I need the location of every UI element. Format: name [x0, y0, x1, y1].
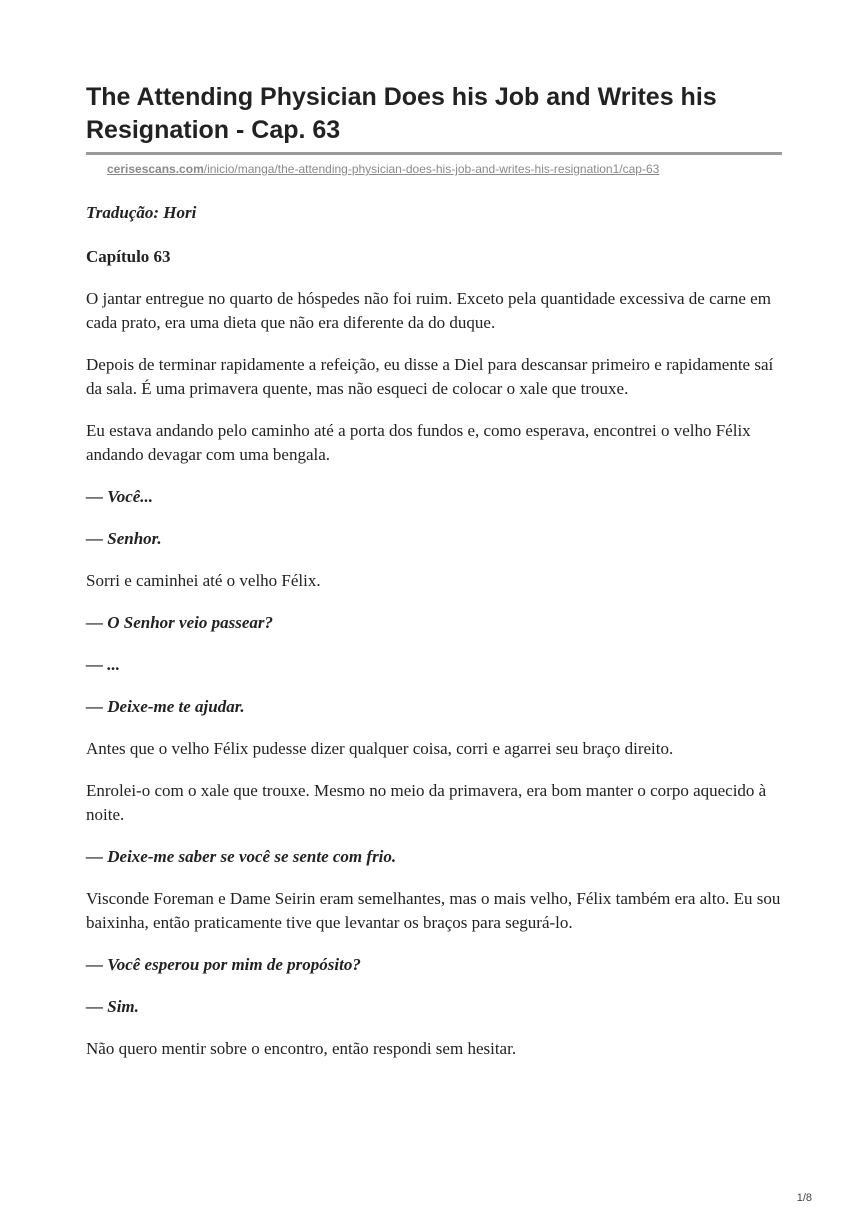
page-number: 1/8 [796, 1192, 812, 1204]
paragraph: Eu estava andando pelo caminho até a porta dos fundos e, como esperava, encontrei o velho Félix andando devagar com uma bengala. [86, 421, 751, 464]
source-domain[interactable]: cerisescans.com [107, 162, 204, 176]
paragraph: Sorri e caminhei até o velho Félix. [86, 571, 321, 590]
dialogue-line: — O Senhor veio passear? [86, 613, 274, 632]
article-body [86, 201, 782, 1079]
chapter-heading: Capítulo 63 [86, 247, 171, 266]
dialogue-line: — Sim. [86, 997, 139, 1016]
paragraph: Enrolei-o com o xale que trouxe. Mesmo no meio da primavera, era bom manter o corpo aquecido à noite. [86, 781, 767, 824]
paragraph: Não quero mentir sobre o encontro, então respondi sem hesitar. [86, 1039, 517, 1058]
page-title: The Attending Physician Does his Job and Writes his Resignation - Cap. 63 [86, 83, 717, 144]
dialogue-line: — Senhor. [86, 529, 162, 548]
source-path[interactable]: /inicio/manga/the-attending-physician-does-his-job-and-writes-his-resignation1/cap-63 [203, 162, 660, 176]
source-link[interactable] [107, 161, 659, 177]
dialogue-line: — Deixe-me te ajudar. [86, 697, 245, 716]
paragraph: O jantar entregue no quarto de hóspedes não foi ruim. Exceto pela quantidade excessiva de carne em cada prato, era uma dieta que não era diferente da do duque. [86, 289, 771, 332]
dialogue-line: — ... [86, 655, 120, 674]
paragraph: Visconde Foreman e Dame Seirin eram semelhantes, mas o mais velho, Félix também era alto. Eu sou baixinha, então praticamente tive que levantar os braços para segurá-lo. [86, 889, 781, 932]
dialogue-line: — Deixe-me saber se você se sente com frio. [86, 847, 397, 866]
dialogue-line: — Você... [86, 487, 154, 506]
dialogue-line: — Você esperou por mim de propósito? [86, 955, 361, 974]
paragraph: Antes que o velho Félix pudesse dizer qualquer coisa, corri e agarrei seu braço direito. [86, 739, 674, 758]
title-divider [86, 152, 782, 155]
paragraph: Depois de terminar rapidamente a refeição, eu disse a Diel para descansar primeiro e rapidamente saí da sala. É uma primavera quente, mas não esqueci de colocar o xale que trouxe. [86, 355, 774, 398]
translation-credit: Tradução: Hori [86, 203, 197, 222]
